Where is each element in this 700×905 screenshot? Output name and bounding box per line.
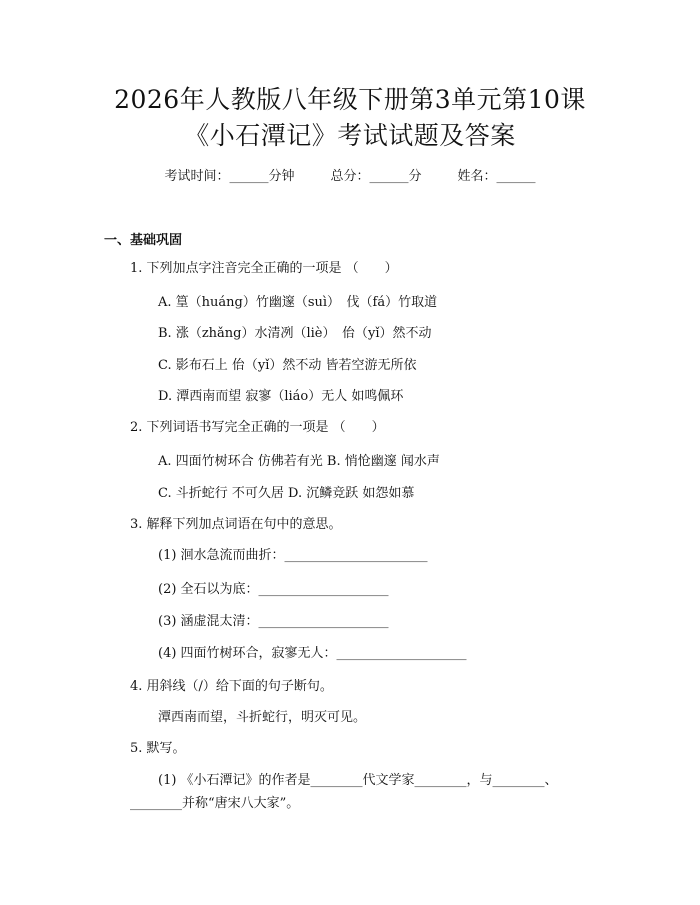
question-3-item-2: (2) 全石以为底：____________________ xyxy=(158,582,389,597)
question-1-stem: 1. 下列加点字注音完全正确的一项是 （ ） xyxy=(130,261,398,276)
question-1-option-a: A. 篁（huáng）竹幽邃（suì） 伐（fá）竹取道 xyxy=(158,295,438,310)
question-4-stem: 4. 用斜线（/）给下面的句子断句。 xyxy=(130,679,333,694)
question-1-option-d: D. 潭西南而望 寂寥（liáo）无人 如鸣佩环 xyxy=(158,389,404,404)
question-3-item-3: (3) 涵虚混太清：____________________ xyxy=(158,614,389,629)
question-5-item-1-line-2: ________并称“唐宋八大家”。 xyxy=(130,796,300,811)
question-3-stem: 3. 解释下列加点词语在句中的意思。 xyxy=(130,517,342,532)
exam-meta xyxy=(0,167,700,187)
question-5-stem: 5. 默写。 xyxy=(130,741,186,756)
exam-time-field: 考试时间：______分钟 xyxy=(164,169,295,184)
student-name-field: 姓名：______ xyxy=(457,169,536,184)
question-3-item-1: (1) 洄水急流而曲折：______________________ xyxy=(158,548,428,563)
page-title-line-1: 2026年人教版八年级下册第3单元第10课 xyxy=(114,85,586,114)
question-3-item-4: (4) 四面竹树环合，寂寥无人：____________________ xyxy=(158,646,467,661)
section-heading: 一、基础巩固 xyxy=(104,233,183,248)
question-4-sentence: 潭西南而望，斗折蛇行，明灭可见。 xyxy=(158,710,367,725)
question-2-options-ab: A. 四面竹树环合 仿佛若有光 B. 悄怆幽邃 闻水声 xyxy=(158,454,440,469)
question-2-options-cd: C. 斗折蛇行 不可久居 D. 沉鳞竞跃 如怨如慕 xyxy=(158,486,415,501)
page-title-line-2: 《小石潭记》考试试题及答案 xyxy=(184,121,516,150)
question-5-item-1-line-1: (1) 《小石潭记》的作者是________代文学家________，与________、 xyxy=(158,773,558,788)
question-1-option-c: C. 影布石上 佁（yǐ）然不动 皆若空游无所依 xyxy=(158,358,417,373)
question-1-option-b: B. 涨（zhǎng）水清冽（liè） 佁（yǐ）然不动 xyxy=(158,326,432,341)
total-score-field: 总分：______分 xyxy=(330,169,422,184)
question-2-stem: 2. 下列词语书写完全正确的一项是 （ ） xyxy=(130,420,385,435)
